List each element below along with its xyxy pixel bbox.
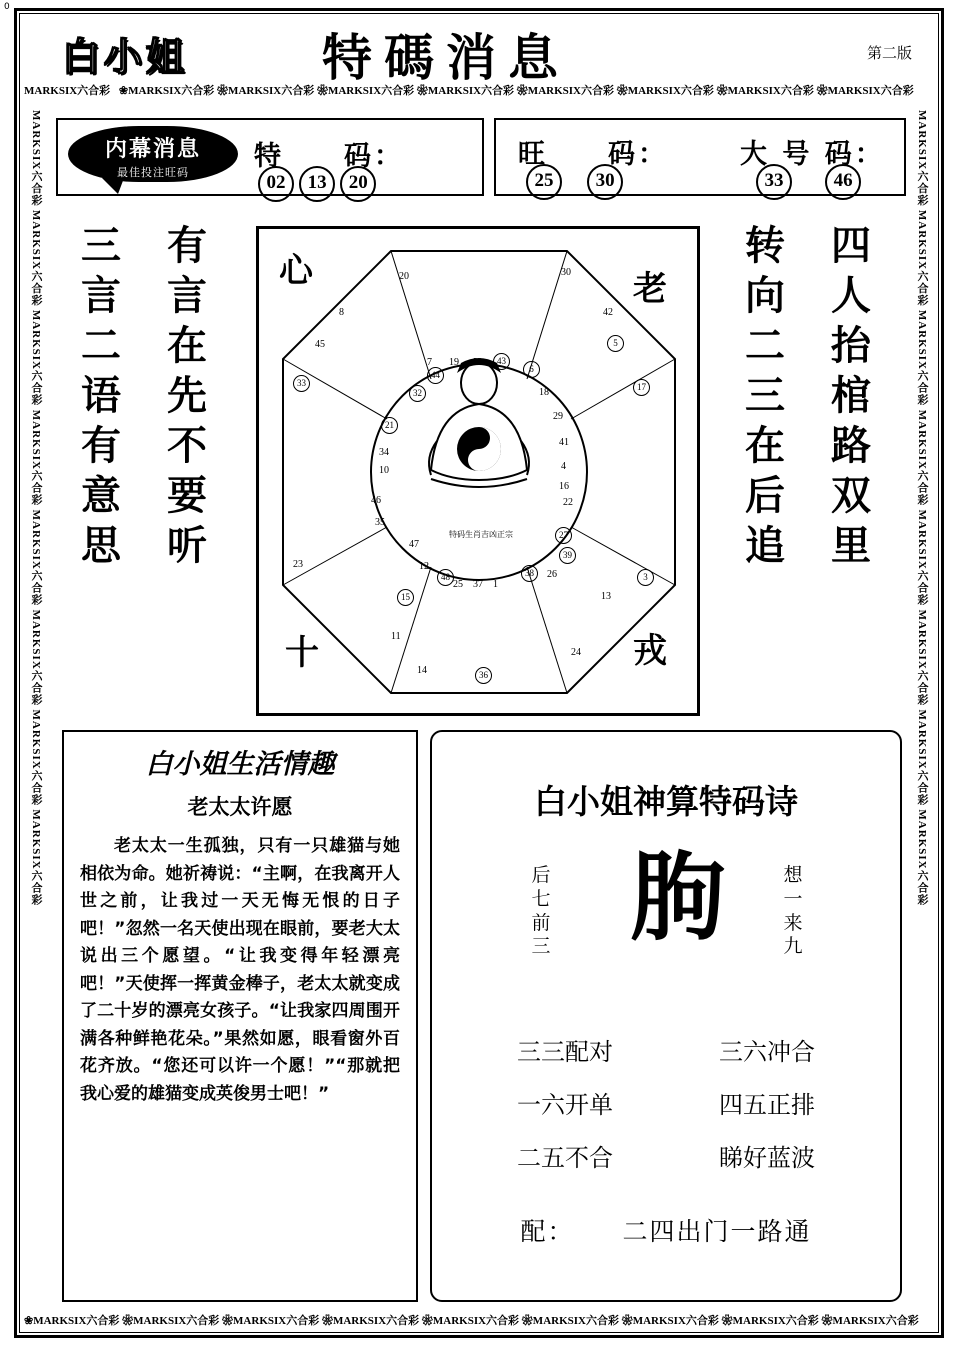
numbers-row <box>56 118 906 196</box>
ball: 30 <box>587 164 623 200</box>
big-code-balls <box>756 164 861 200</box>
hot-big-code-box <box>494 118 906 196</box>
zodiac-number: 38 <box>521 565 538 582</box>
zodiac-number: 47 <box>409 539 419 550</box>
zodiac-number: 35 <box>375 517 385 528</box>
slogan-char: 棺 <box>831 373 871 419</box>
zodiac-number: 32 <box>409 385 426 402</box>
marksix-strip-left: MARKSIX六合彩 MARKSIX六合彩 MARKSIX六合彩 MARKSIX六合彩 MARKSIX六合彩 MARKSIX六合彩 MARKSIX六合彩 MARKSIX六合彩 <box>30 110 42 906</box>
poem-box <box>430 730 902 1302</box>
slogan-char: 要 <box>167 473 207 519</box>
zodiac-number: 23 <box>293 559 303 570</box>
zodiac-number: 16 <box>559 481 569 492</box>
slogan-char: 有 <box>81 423 121 469</box>
slogan-char: 思 <box>81 523 121 569</box>
corner-mark: 0 <box>4 2 10 12</box>
slogan-char: 言 <box>167 273 207 319</box>
slogan-char: 在 <box>745 423 785 469</box>
poem-pair-cell: 睇好蓝波 <box>719 1144 815 1172</box>
slogan-char: 言 <box>81 273 121 319</box>
zodiac-number: 4 <box>561 461 566 472</box>
zodiac-number: 3 <box>637 569 654 586</box>
zodiac-number: 48 <box>437 569 454 586</box>
article-box <box>62 730 418 1302</box>
slogan-char: 双 <box>831 473 871 519</box>
zodiac-number: 26 <box>547 569 557 580</box>
inside-news-badge <box>68 126 238 182</box>
bagua-char: 心 <box>279 251 313 291</box>
zodiac-number: 20 <box>399 271 409 282</box>
slogan-left-col1 <box>72 222 130 572</box>
octagon-diagram <box>271 239 687 705</box>
header <box>22 16 936 87</box>
strip-text: MARKSIX六合彩 <box>24 85 111 97</box>
slogan-char: 转 <box>745 223 785 269</box>
slogan-char: 后 <box>745 473 785 519</box>
zodiac-number: 17 <box>633 379 650 396</box>
zodiac-number: 18 <box>539 387 549 398</box>
special-code-balls <box>258 166 376 202</box>
zodiac-number: 10 <box>379 465 389 476</box>
poem-final-label: 配： <box>520 1217 575 1246</box>
slogan-char: 四 <box>831 223 871 269</box>
poem-big-char: 朐 <box>630 841 726 954</box>
emperor-figure <box>397 349 561 513</box>
zodiac-number: 22 <box>563 497 573 508</box>
slogan-char: 有 <box>167 223 207 269</box>
zodiac-number: 6 <box>523 361 540 378</box>
zodiac-number: 33 <box>293 375 310 392</box>
marksix-strip-bottom: ❀MARKSIX六合彩 ❀MARKSIX六合彩 ❀MARKSIX六合彩 ❀MARKSIX六合彩 ❀MARKSIX六合彩 ❀MARKSIX六合彩 ❀MARKSIX六合彩 ❀MARKSIX六合彩 ❀MARKSIX六合彩 <box>24 1315 919 1327</box>
ball: 20 <box>340 166 376 202</box>
zodiac-number: 14 <box>417 665 427 676</box>
slogan-char: 人 <box>831 273 871 319</box>
poem-pair-cell: 三三配对 <box>517 1038 613 1066</box>
slogan-char: 听 <box>167 523 207 569</box>
poem-pair-cell: 二五不合 <box>517 1144 613 1172</box>
slogan-char: 路 <box>831 423 871 469</box>
zodiac-number: 15 <box>397 589 414 606</box>
bagua-char: 戎 <box>633 631 667 671</box>
zodiac-number: 34 <box>379 447 389 458</box>
zodiac-number: 36 <box>475 667 492 684</box>
zodiac-number: 1 <box>493 579 498 590</box>
zodiac-number: 11 <box>391 631 401 642</box>
hot-code-label: 旺 码： <box>518 139 668 170</box>
article-subheading: 老太太许愿 <box>187 795 293 819</box>
zodiac-number: 8 <box>339 307 344 318</box>
poem-pair-cell: 三六冲合 <box>719 1038 815 1066</box>
chart-caption: 特码生肖吉凶正宗 <box>449 530 513 539</box>
zodiac-number: 45 <box>315 339 325 350</box>
ball: 33 <box>756 164 792 200</box>
zodiac-number: 43 <box>493 353 510 370</box>
article-body: 老太太一生孤独，只有一只雄猫与她相依为命。她祈祷说：“主啊，在我离开人世之前，让我过一天无悔无恨的日子吧！”忽然一名天使出现在眼前，要老大太说出三个愿望。“让我变得年轻漂亮吧！”天使挥一挥黄金棒子，老太太就变成了二十岁的漂亮女孩子。“让我家四周围开满各种鲜艳花朵。”果然如愿，眼看窗外百花齐放。“您还可以许一个愿！”“那就把我心爱的雄猫变成英俊男士吧！” <box>80 836 400 1104</box>
slogan-char: 二 <box>81 323 121 369</box>
slogan-char: 语 <box>81 373 121 419</box>
zodiac-number: 44 <box>427 367 444 384</box>
inside-news-title: 内幕消息 <box>104 137 201 162</box>
slogan-char: 追 <box>745 523 785 569</box>
zodiac-number: 42 <box>603 307 613 318</box>
ball: 13 <box>299 166 335 202</box>
poem-left-vertical: 后七前三 <box>531 864 551 958</box>
ball: 46 <box>825 164 861 200</box>
slogan-char: 抬 <box>831 323 871 369</box>
poem-final-text: 二四出门一路通 <box>622 1217 812 1246</box>
bagua-char: 老 <box>633 269 667 309</box>
slogan-char: 意 <box>81 473 121 519</box>
slogan-char: 向 <box>745 273 785 319</box>
slogan-right-col2 <box>822 222 880 572</box>
special-code-label: 特 码： <box>254 141 404 172</box>
poem-heading: 白小姐神算特码诗 <box>534 782 798 821</box>
edition-label: 第二版 <box>866 44 912 62</box>
zodiac-number: 12 <box>419 561 429 572</box>
marksix-strip-right: MARKSIX六合彩 MARKSIX六合彩 MARKSIX六合彩 MARKSIX六合彩 MARKSIX六合彩 MARKSIX六合彩 MARKSIX六合彩 MARKSIX六合彩 <box>916 110 928 906</box>
zodiac-number: 19 <box>449 357 459 368</box>
page-title: 特碼消息 <box>322 29 570 87</box>
poem-right-vertical: 想一来九 <box>783 864 803 958</box>
zodiac-number: 39 <box>559 547 576 564</box>
poem-final <box>432 1212 900 1248</box>
zodiac-number: 27 <box>555 527 572 544</box>
zodiac-chart <box>256 226 700 716</box>
zodiac-number: 5 <box>607 335 624 352</box>
slogan-char: 三 <box>745 373 785 419</box>
slogan-char: 不 <box>167 423 207 469</box>
zodiac-number: 29 <box>553 411 563 422</box>
zodiac-number: 46 <box>371 495 381 506</box>
special-code-box <box>56 118 484 196</box>
zodiac-number: 25 <box>453 579 463 590</box>
poem-pair-row <box>432 1138 900 1173</box>
hot-code-balls <box>526 164 623 200</box>
slogan-left-col2 <box>158 222 216 572</box>
zodiac-number: 21 <box>381 417 398 434</box>
inside-news-subtitle: 最佳投注旺码 <box>117 166 189 179</box>
ball: 25 <box>526 164 562 200</box>
slogan-right-col1 <box>736 222 794 572</box>
brand-logo: 白小姐 <box>62 35 189 79</box>
poem-pairs <box>432 1032 900 1191</box>
article-heading: 白小姐生活情趣 <box>145 749 335 780</box>
zodiac-number: 7 <box>427 357 432 368</box>
marksix-strip-top: MARKSIX六合彩 ❀MARKSIX六合彩 ❀MARKSIX六合彩 ❀MARKSIX六合彩 ❀MARKSIX六合彩 ❀MARKSIX六合彩 ❀MARKSIX六合彩 ❀MARKSIX六合彩 ❀MARKSIX六合彩 <box>24 82 936 104</box>
slogan-char: 三 <box>81 223 121 269</box>
zodiac-number: 24 <box>571 647 581 658</box>
big-code-label: 大 号 码： <box>740 139 885 170</box>
bagua-char: 十 <box>285 633 319 673</box>
slogan-char: 里 <box>831 523 871 569</box>
zodiac-number: 41 <box>559 437 569 448</box>
slogan-char: 先 <box>167 373 207 419</box>
zodiac-number: 37 <box>473 579 483 590</box>
poem-pair-row <box>432 1085 900 1120</box>
ball: 02 <box>258 166 294 202</box>
zodiac-number: 13 <box>601 591 611 602</box>
slogan-char: 在 <box>167 323 207 369</box>
slogan-char: 二 <box>745 323 785 369</box>
poem-pair-cell: 四五正排 <box>719 1091 815 1119</box>
zodiac-number: 30 <box>561 267 571 278</box>
poem-pair-row <box>432 1032 900 1067</box>
poem-pair-cell: 一六开单 <box>517 1091 613 1119</box>
